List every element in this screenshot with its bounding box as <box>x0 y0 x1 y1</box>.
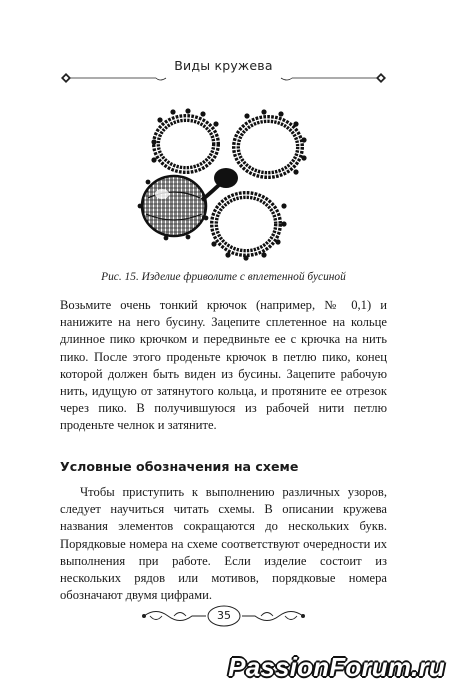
figure-caption: Рис. 15. Изделие фриволите с вплетенной бусиной <box>101 271 346 283</box>
header-title: Виды кружева <box>174 58 273 73</box>
tatting-trefoil-with-bead-illustration <box>118 102 333 264</box>
page-footer <box>60 603 387 629</box>
section-heading: Условные обозначения на схеме <box>60 459 299 474</box>
body-paragraph-1: Возьмите очень тонкий крючок (например, № 0,1) и нанижите на него бусину. Зацепите сплетенное на кольце длинное пико крючком и передвиньте ее с крючка на нить пико. После этого проденьте крючок в петлю пико, конец которой должен быть виден из бусины. Зацепите рабочую нить, идущую от затянутого кольца, и протяните ее отрезок через пико. В получившуюся из рабочей нити петлю проденьте челнок и затяните. <box>60 298 387 433</box>
running-header <box>60 56 387 86</box>
watermark: PassionForum.ru <box>228 652 445 682</box>
body-paragraph-2: Чтобы приступить к выполнению различных узоров, следует научиться читать схемы. В описании кружева названия элементов сокращаются до нескольких букв. Порядковые номера на схеме соответствуют очередности их выполнения при работе. Если изделие состоит из нескольких рядов или мотивов, порядковые номера обозначают двумя цифрами. <box>60 485 387 603</box>
page-number: 35 <box>217 609 231 622</box>
